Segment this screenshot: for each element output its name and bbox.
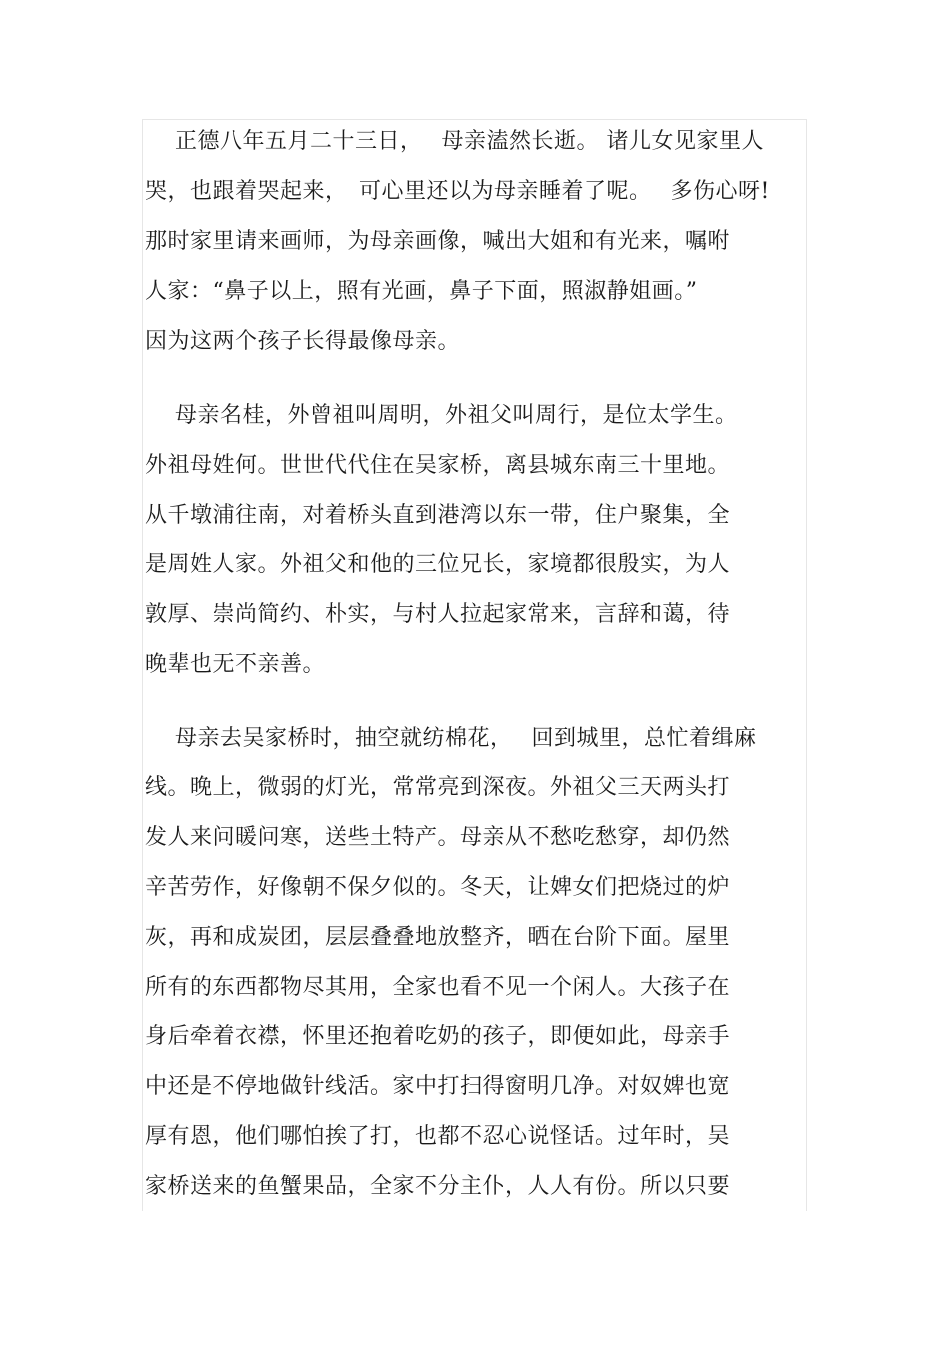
text-line: 母亲去吴家桥时，抽空就纺棉花， 回到城里，总忙着缉麻 (145, 726, 757, 751)
text-line: 线。晚上，微弱的灯光，常常亮到深夜。外祖父三天两头打 (145, 775, 731, 800)
text-line: 因为这两个孩子长得最像母亲。 (145, 329, 461, 354)
text-line: 发人来问暖问寒，送些土特产。母亲从不愁吃愁穿，却仍然 (145, 825, 731, 850)
text-line: 正德八年五月二十三日， 母亲溘然长逝。 诸儿女见家里人 (145, 129, 764, 154)
text-line: 人家：“鼻子以上，照有光画，鼻子下面，照淑静姐画。” (145, 279, 698, 304)
text-line: 辛苦劳作，好像朝不保夕似的。冬天，让婢女们把烧过的炉 (145, 875, 731, 900)
text-line: 身后牵着衣襟，怀里还抱着吃奶的孩子，即便如此，母亲手 (145, 1024, 731, 1049)
text-line: 灰，再和成炭团，层层叠叠地放整齐，晒在台阶下面。屋里 (145, 925, 731, 950)
text-line: 那时家里请来画师，为母亲画像，喊出大姐和有光来，嘱咐 (145, 229, 731, 254)
text-line: 所有的东西都物尽其用，全家也看不见一个闲人。大孩子在 (145, 975, 731, 1000)
text-line: 厚有恩，他们哪怕挨了打，也都不忍心说怪话。过年时，吴 (145, 1124, 731, 1149)
text-line: 是周姓人家。外祖父和他的三位兄长，家境都很殷实，为人 (145, 552, 731, 577)
text-line: 家桥送来的鱼蟹果品，全家不分主仆，人人有份。所以只要 (145, 1174, 731, 1199)
text-line: 敦厚、崇尚简约、朴实，与村人拉起家常来，言辞和蔼，待 (145, 602, 731, 627)
text-line: 从千墩浦往南，对着桥头直到港湾以东一带，住户聚集，全 (145, 503, 731, 528)
text-line: 哭，也跟着哭起来， 可心里还以为母亲睡着了呢。 多伤心呀! (145, 179, 770, 204)
text-line: 母亲名桂，外曾祖叫周明，外祖父叫周行，是位太学生。 (145, 403, 738, 428)
text-line: 中还是不停地做针线活。家中打扫得窗明几净。对奴婢也宽 (145, 1074, 731, 1099)
text-line: 外祖母姓何。世世代代住在吴家桥，离县城东南三十里地。 (145, 453, 731, 478)
text-line: 晚辈也无不亲善。 (145, 652, 326, 677)
